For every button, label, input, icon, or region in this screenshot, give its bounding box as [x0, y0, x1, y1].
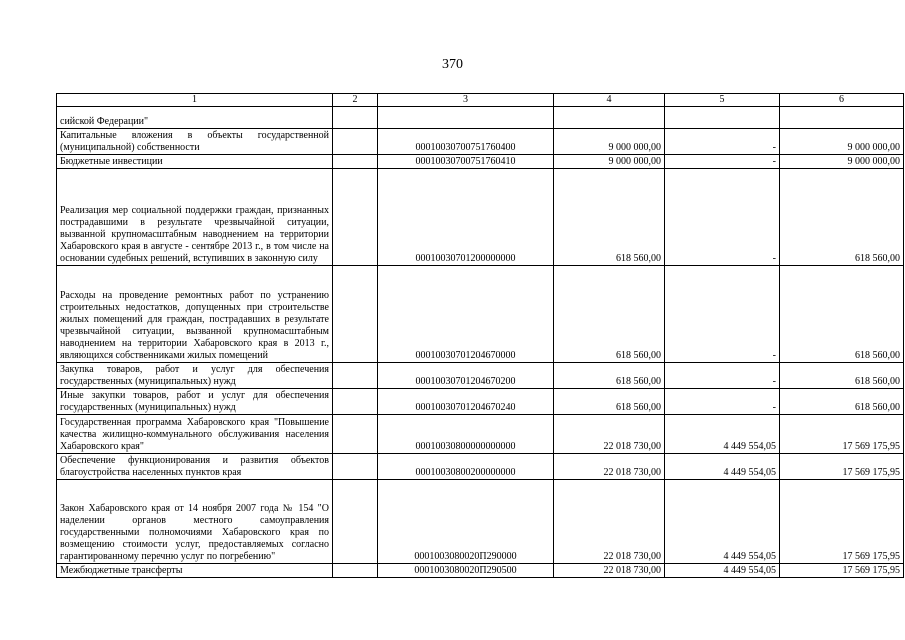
row-name-cell: Закон Хабаровского края от 14 ноября 2007 года № 154 "О наделении органов местного самоуправления государственными полномочиями Хабаровского края по возмещению стоимости услуг, предоставляемых согласно гарантированному перечню услуг по погребению": [57, 480, 333, 564]
row-name-cell: Закупка товаров, работ и услуг для обеспечения государственных (муниципальных) нужд: [57, 363, 333, 389]
table-row: [57, 415, 904, 454]
table-row: [57, 454, 904, 480]
row-code-cell: 00010030701204670240: [378, 389, 554, 415]
row-total-cell: [780, 107, 904, 129]
row-amount-cell: 9 000 000,00: [554, 129, 665, 155]
row-code-cell: [378, 107, 554, 129]
table-body: [57, 107, 904, 578]
column-header: 4: [554, 94, 665, 107]
row-name-cell: Обеспечение функционирования и развития объектов благоустройства населенных пунктов края: [57, 454, 333, 480]
table-row: [57, 564, 904, 578]
row-amount-cell: 618 560,00: [554, 169, 665, 266]
row-total-cell: 9 000 000,00: [780, 129, 904, 155]
table-row: [57, 129, 904, 155]
row-code-cell: 00010030701204670200: [378, 363, 554, 389]
row-code-cell: 00010030700751760400: [378, 129, 554, 155]
table-row: [57, 363, 904, 389]
row-name-cell: Расходы на проведение ремонтных работ по устранению строительных недостатков, допущенных при строительстве жилых помещений для граждан, пострадавших в результате чрезвычайной ситуации, вызванной крупномасштабным наводнением на территории Хабаровского края в 2013 г., являющихся собственниками жилых помещений: [57, 266, 333, 363]
row-change-cell: 4 449 554,05: [665, 480, 780, 564]
row-name-cell: Капитальные вложения в объекты государственной (муниципальной) собственности: [57, 129, 333, 155]
row-name-cell: сийской Федерации": [57, 107, 333, 129]
column-header: 1: [57, 94, 333, 107]
row-amount-cell: 9 000 000,00: [554, 155, 665, 169]
row-total-cell: 618 560,00: [780, 169, 904, 266]
row-change-cell: -: [665, 266, 780, 363]
row-change-cell: 4 449 554,05: [665, 415, 780, 454]
row-col2-cell: [333, 363, 378, 389]
row-code-cell: 0001003080020П290500: [378, 564, 554, 578]
row-total-cell: 17 569 175,95: [780, 454, 904, 480]
row-col2-cell: [333, 454, 378, 480]
row-name-cell: Межбюджетные трансферты: [57, 564, 333, 578]
row-code-cell: 0001003080020П290000: [378, 480, 554, 564]
row-col2-cell: [333, 480, 378, 564]
row-total-cell: 17 569 175,95: [780, 480, 904, 564]
row-col2-cell: [333, 169, 378, 266]
column-header: 3: [378, 94, 554, 107]
row-col2-cell: [333, 389, 378, 415]
row-total-cell: 618 560,00: [780, 266, 904, 363]
row-col2-cell: [333, 266, 378, 363]
table-row: [57, 389, 904, 415]
row-name-cell: Бюджетные инвестиции: [57, 155, 333, 169]
row-total-cell: 618 560,00: [780, 389, 904, 415]
row-amount-cell: 618 560,00: [554, 266, 665, 363]
row-code-cell: 00010030800200000000: [378, 454, 554, 480]
row-col2-cell: [333, 564, 378, 578]
row-col2-cell: [333, 129, 378, 155]
row-change-cell: -: [665, 363, 780, 389]
row-code-cell: 00010030700751760410: [378, 155, 554, 169]
row-amount-cell: 22 018 730,00: [554, 415, 665, 454]
row-col2-cell: [333, 155, 378, 169]
row-code-cell: 00010030701204670000: [378, 266, 554, 363]
row-amount-cell: 22 018 730,00: [554, 454, 665, 480]
row-amount-cell: 618 560,00: [554, 363, 665, 389]
table-row: [57, 107, 904, 129]
column-header: 5: [665, 94, 780, 107]
page-number: 370: [442, 57, 463, 72]
row-amount-cell: 22 018 730,00: [554, 480, 665, 564]
table-row: [57, 155, 904, 169]
row-amount-cell: 22 018 730,00: [554, 564, 665, 578]
row-col2-cell: [333, 107, 378, 129]
table-row: [57, 480, 904, 564]
row-change-cell: [665, 107, 780, 129]
row-change-cell: 4 449 554,05: [665, 564, 780, 578]
row-total-cell: 618 560,00: [780, 363, 904, 389]
row-col2-cell: [333, 415, 378, 454]
table-row: [57, 266, 904, 363]
row-change-cell: 4 449 554,05: [665, 454, 780, 480]
row-name-cell: Реализация мер социальной поддержки граждан, признанных пострадавшими в результате чрезвычайной ситуации, вызванной крупномасштабным наводнением на территории Хабаровского края в августе - сентябре 2013 г., в том числе на основании судебных решений, вступивших в законную силу: [57, 169, 333, 266]
column-header: 2: [333, 94, 378, 107]
table-row: [57, 169, 904, 266]
row-amount-cell: 618 560,00: [554, 389, 665, 415]
row-change-cell: -: [665, 389, 780, 415]
row-total-cell: 17 569 175,95: [780, 415, 904, 454]
column-header: 6: [780, 94, 904, 107]
row-code-cell: 00010030800000000000: [378, 415, 554, 454]
row-code-cell: 00010030701200000000: [378, 169, 554, 266]
budget-table: [56, 93, 904, 578]
row-change-cell: -: [665, 155, 780, 169]
row-amount-cell: [554, 107, 665, 129]
row-change-cell: -: [665, 129, 780, 155]
row-change-cell: -: [665, 169, 780, 266]
table-header-row: [57, 94, 904, 107]
row-total-cell: 9 000 000,00: [780, 155, 904, 169]
row-total-cell: 17 569 175,95: [780, 564, 904, 578]
row-name-cell: Иные закупки товаров, работ и услуг для обеспечения государственных (муниципальных) нужд: [57, 389, 333, 415]
row-name-cell: Государственная программа Хабаровского края "Повышение качества жилищно-коммунального обслуживания населения Хабаровского края": [57, 415, 333, 454]
